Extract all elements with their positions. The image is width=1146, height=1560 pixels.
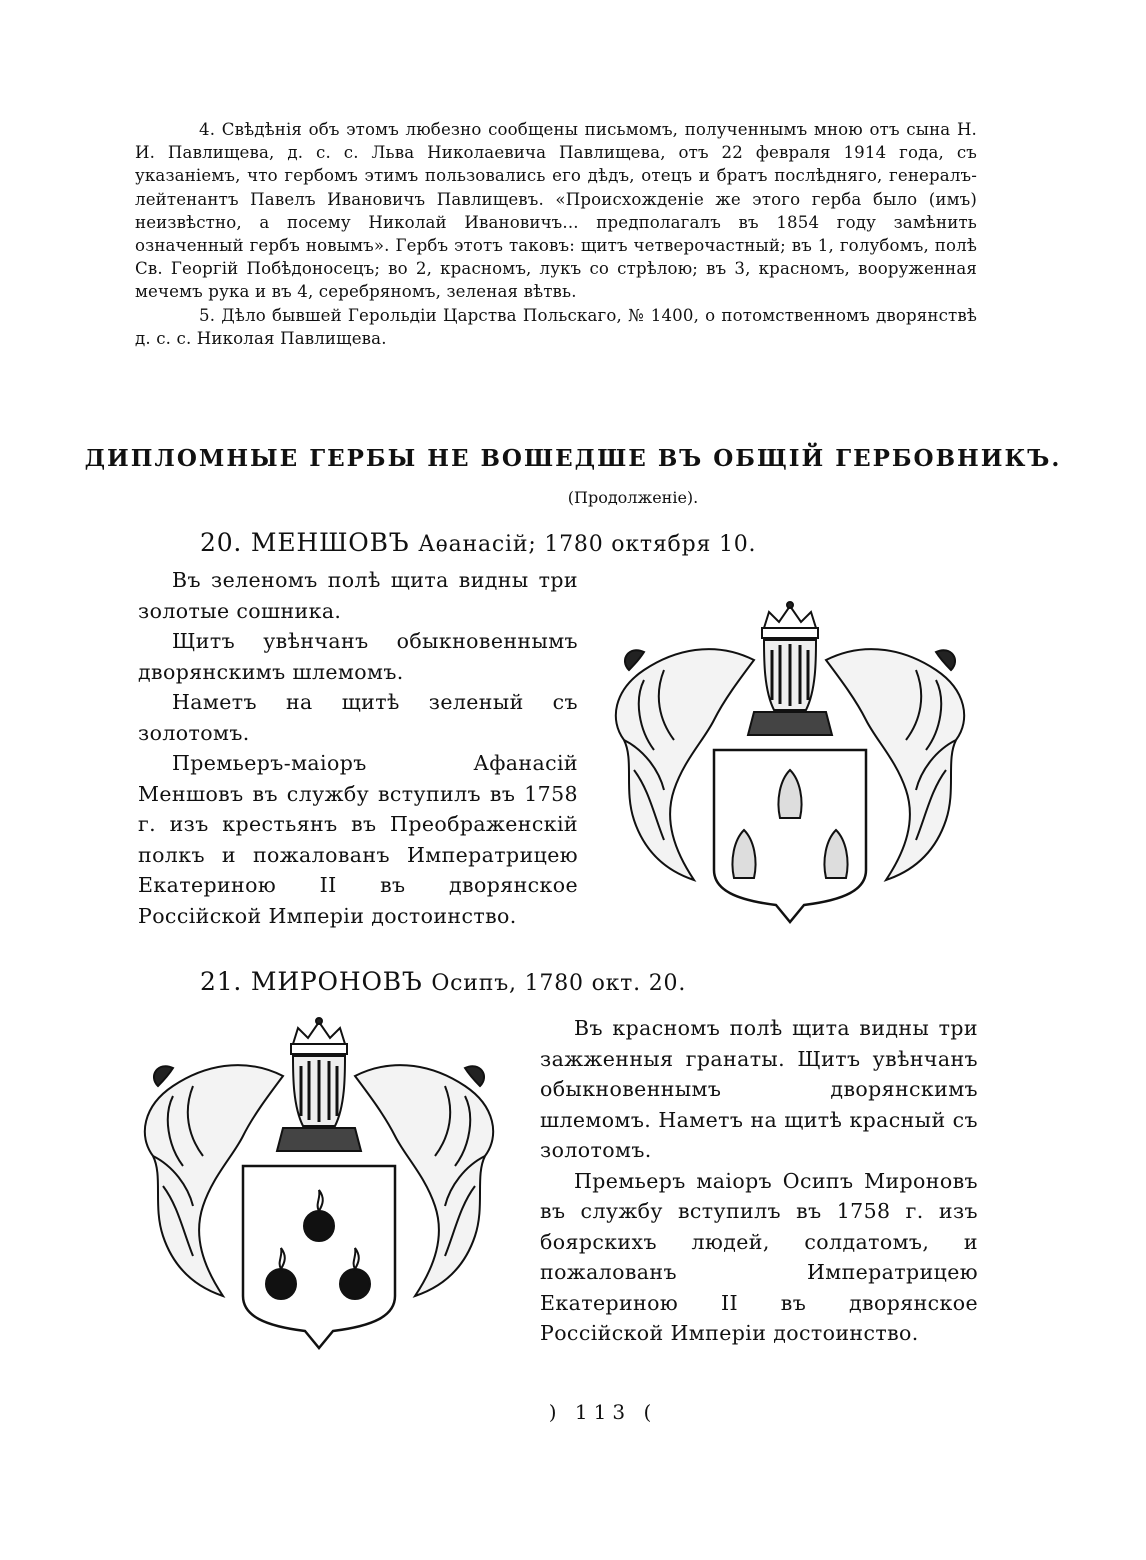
coat-of-arms-mironov bbox=[133, 1016, 505, 1354]
entry-paragraph: Премьеръ маіоръ Осипъ Мироновъ въ службу вступилъ въ 1758 г. изъ боярскихъ людей, солдатомъ, и пожалованъ Императрицею Екатериною II въ дворянское Россійской Имперіи достоинство. bbox=[540, 1168, 978, 1345]
footnotes bbox=[135, 118, 977, 350]
coat-of-arms-menshov bbox=[604, 600, 976, 930]
entry-paragraph: Въ зеленомъ полѣ щита видны три золотые сошника. bbox=[138, 568, 578, 623]
entry-surname: МЕНШОВЪ bbox=[250, 528, 410, 557]
footnote-5: 5. Дѣло бывшей Герольдіи Царства Польскаго, № 1400, о потомственномъ дворянствѣ д. с. с. Николая Павлищева. bbox=[135, 305, 977, 348]
entry-rest: Аѳанасій; 1780 октября 10. bbox=[418, 532, 757, 557]
entry-paragraph: Наметъ на щитѣ зеленый съ золотомъ. bbox=[138, 690, 578, 745]
page-number: ) 113 ( bbox=[548, 1400, 658, 1424]
coat-of-arms-illustration bbox=[604, 600, 976, 930]
footnote-4: 4. Свѣдѣнія объ этомъ любезно сообщены письмомъ, полученнымъ мною отъ сына Н. И. Павлищева, д. с. с. Льва Николаевича Павлищева, отъ 22 февраля 1914 года, съ указаніемъ, что гербомъ этимъ пользовались его дѣдъ, отецъ и братъ послѣдняго, генералъ-лейтенантъ Павелъ Ивановичъ Павлищевъ. «Происхожденіе же этого герба было (имъ) неизвѣстно, а посему Николай Ивановичъ... предполагалъ въ 1854 году замѣнить означенный гербъ новымъ». Гербъ этотъ таковъ: щитъ четверочастный; въ 1, голубомъ, полѣ Св. Георгій Побѣдоносецъ; во 2, красномъ, лукъ со стрѣлою; въ 3, красномъ, вооруженная мечемъ рука и въ 4, серебряномъ, зеленая вѣтвь. bbox=[135, 120, 977, 302]
coat-of-arms-illustration bbox=[133, 1016, 505, 1354]
entry-rest: Осипъ, 1780 окт. 20. bbox=[431, 971, 687, 996]
entry-paragraph: Въ красномъ полѣ щита видны три зажженныя гранаты. Щитъ увѣнчанъ обыкновеннымъ дворянскимъ шлемомъ. Наметъ на щитѣ красный съ золотомъ. bbox=[540, 1016, 978, 1162]
entry-20-description bbox=[138, 565, 578, 931]
entry-21-description bbox=[540, 1013, 978, 1349]
entry-20-heading bbox=[200, 528, 756, 557]
entry-21-heading bbox=[200, 967, 686, 996]
entry-surname: МИРОНОВЪ bbox=[250, 967, 423, 996]
entry-paragraph: Щитъ увѣнчанъ обыкновеннымъ дворянскимъ шлемомъ. bbox=[138, 629, 578, 684]
entry-number: 21. bbox=[200, 967, 243, 996]
section-subtitle: (Продолженіе). bbox=[567, 488, 699, 507]
entry-paragraph: Премьеръ-маіоръ Афанасій Меншовъ въ службу вступилъ въ 1758 г. изъ крестьянъ въ Преображенскій полкъ и пожалованъ Императрицею Екатериною II въ дворянское Россійской Имперіи достоинство. bbox=[138, 751, 578, 928]
entry-number: 20. bbox=[200, 528, 243, 557]
section-title: ДИПЛОМНЫЕ ГЕРБЫ НЕ ВОШЕДШЕ ВЪ ОБЩІЙ ГЕРБОВНИКЪ. bbox=[84, 445, 1062, 472]
